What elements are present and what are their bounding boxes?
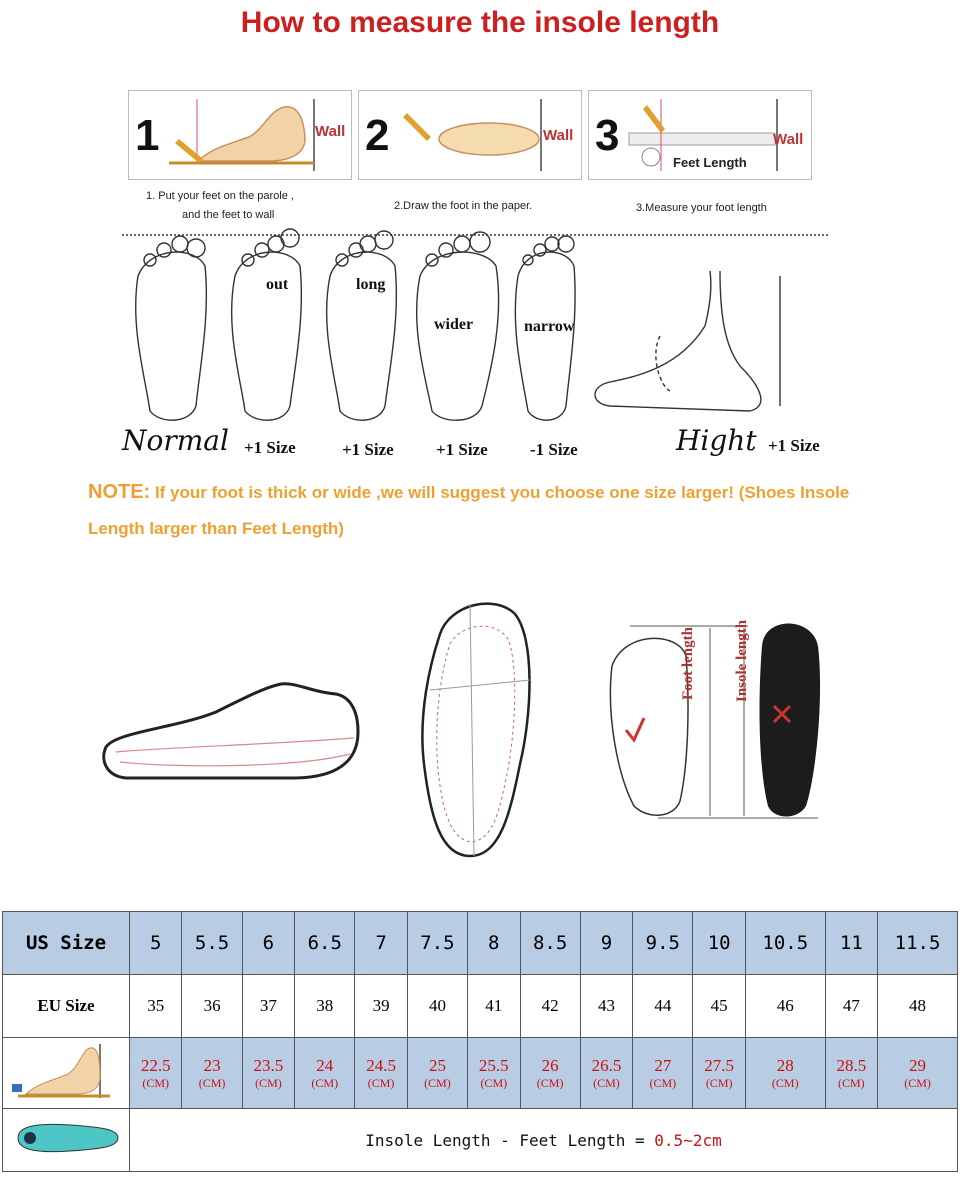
us-size-cell: 7 [355, 912, 407, 975]
foot-narrow-label: narrow [524, 318, 575, 335]
cm-cell [242, 1038, 294, 1109]
eu-size-cell: 44 [633, 975, 693, 1038]
cm-unit: (CM) [593, 1076, 620, 1090]
cm-cell [520, 1038, 580, 1109]
size-adjust: +1 Size [768, 436, 820, 455]
step-1-number: 1 [135, 111, 160, 160]
cm-unit: (CM) [142, 1076, 170, 1090]
us-size-cell: 9 [580, 912, 632, 975]
cm-value: 28 [776, 1056, 794, 1075]
cm-cell [633, 1038, 693, 1109]
eu-size-cell: 45 [693, 975, 745, 1038]
cm-length-row [3, 1038, 958, 1109]
cm-cell [355, 1038, 407, 1109]
cm-value: 26.5 [591, 1056, 622, 1075]
cm-value: 23.5 [253, 1056, 284, 1075]
cm-cell [130, 1038, 182, 1109]
us-size-cell: 10 [693, 912, 745, 975]
cm-cell [580, 1038, 632, 1109]
cm-cell [878, 1038, 958, 1109]
foot-long-label: long [356, 276, 386, 293]
us-size-cell: 11.5 [878, 912, 958, 975]
insole-length-label: Insole length [734, 619, 750, 702]
cm-unit: (CM) [771, 1076, 799, 1090]
cm-cell [825, 1038, 877, 1109]
cm-unit: (CM) [480, 1076, 508, 1090]
cm-unit: (CM) [311, 1076, 339, 1090]
high-label: Hight [676, 424, 757, 457]
eu-size-cell: 36 [182, 975, 242, 1038]
cm-value: 27.5 [704, 1056, 735, 1075]
note-text [88, 474, 908, 547]
cm-value: 25.5 [478, 1056, 509, 1075]
cm-unit: (CM) [838, 1076, 865, 1090]
eu-size-cell: 35 [130, 975, 182, 1038]
cm-unit: (CM) [424, 1076, 451, 1090]
eu-size-cell: 47 [825, 975, 877, 1038]
eu-size-cell: 41 [468, 975, 520, 1038]
eu-size-cell: 39 [355, 975, 407, 1038]
size-table [2, 911, 958, 1172]
cm-value: 29 [909, 1056, 927, 1075]
shoe-illustration [96, 652, 376, 787]
step-2-box [358, 90, 582, 180]
formula-cell [130, 1109, 958, 1172]
eu-size-cell: 40 [407, 975, 467, 1038]
us-size-cell: 5.5 [182, 912, 242, 975]
cm-value: 24.5 [366, 1056, 396, 1075]
insole-icon [10, 1113, 122, 1163]
eu-size-cell: 37 [242, 975, 294, 1038]
cm-unit: (CM) [904, 1076, 931, 1090]
eu-size-row [3, 975, 958, 1038]
us-size-cell: 8 [468, 912, 520, 975]
cm-value: 28.5 [836, 1056, 867, 1075]
cm-value: 27 [654, 1056, 672, 1075]
us-size-cell: 6 [242, 912, 294, 975]
formula-row [3, 1109, 958, 1172]
cm-unit: (CM) [705, 1076, 733, 1090]
normal-label: Normal [122, 424, 229, 457]
step-3-caption: 3.Measure your foot length [636, 202, 767, 214]
wall-label: Wall [315, 123, 346, 140]
step-2-number: 2 [365, 111, 390, 160]
cm-cell [182, 1038, 242, 1109]
size-adjust: -1 Size [530, 440, 578, 459]
note-body: If your foot is thick or wide ,we will suggest you choose one size larger! (Shoes Insole Length larger than Feet Length) [88, 483, 850, 538]
us-size-cell: 11 [825, 912, 877, 975]
step-3-number: 3 [595, 111, 620, 160]
us-size-cell: 8.5 [520, 912, 580, 975]
foot-wider-label: wider [434, 316, 474, 333]
cm-value: 22.5 [140, 1056, 171, 1075]
eu-size-cell: 43 [580, 975, 632, 1038]
foot-length-icon [10, 1040, 122, 1102]
foot-out-label: out [266, 276, 289, 293]
cm-cell [407, 1038, 467, 1109]
foot-side-illustration [169, 99, 319, 171]
cm-unit: (CM) [649, 1076, 677, 1090]
eu-size-header: EU Size [3, 975, 130, 1038]
eu-size-cell: 48 [878, 975, 958, 1038]
us-size-cell: 9.5 [633, 912, 693, 975]
cm-value: 23 [203, 1056, 221, 1075]
us-size-cell: 6.5 [295, 912, 355, 975]
foot-types-illustration [120, 226, 840, 426]
note-head: NOTE: [88, 481, 151, 503]
cm-value: 26 [541, 1056, 559, 1075]
step-2-caption: 2.Draw the foot in the paper. [394, 200, 533, 212]
size-adjust: +1 Size [436, 440, 488, 459]
formula-value: 0.5~2cm [654, 1130, 722, 1150]
us-size-row [3, 912, 958, 975]
us-size-header: US Size [3, 912, 130, 975]
cm-cell [745, 1038, 825, 1109]
step-1-caption: 1. Put your feet on the parole , [146, 190, 294, 202]
us-size-cell: 10.5 [745, 912, 825, 975]
cm-unit: (CM) [198, 1076, 226, 1090]
cm-unit: (CM) [367, 1076, 395, 1090]
cm-cell [295, 1038, 355, 1109]
foot-top-illustration [401, 99, 551, 171]
cm-value: 24 [316, 1056, 334, 1075]
wall-label: Wall [773, 131, 804, 148]
wall-label: Wall [543, 127, 574, 144]
cm-cell [693, 1038, 745, 1109]
size-adjust: +1 Size [342, 440, 394, 459]
foot-vs-insole-illustration [578, 606, 828, 846]
cm-unit: (CM) [536, 1076, 564, 1090]
step-1-caption-2: and the feet to wall [182, 209, 275, 221]
foot-length-icon-cell [3, 1038, 130, 1109]
us-size-cell: 5 [130, 912, 182, 975]
insole-illustration [410, 594, 540, 860]
formula-text: Insole Length - Feet Length = [365, 1130, 645, 1150]
feet-length-label: Feet Length [673, 155, 747, 170]
cm-value: 25 [428, 1056, 446, 1075]
foot-length-label: Foot length [680, 627, 696, 700]
insole-icon-cell [3, 1109, 130, 1172]
cm-unit: (CM) [255, 1076, 282, 1090]
step-1-box [128, 90, 352, 180]
eu-size-cell: 46 [745, 975, 825, 1038]
eu-size-cell: 38 [295, 975, 355, 1038]
size-adjust: +1 Size [244, 438, 296, 457]
eu-size-cell: 42 [520, 975, 580, 1038]
cm-cell [468, 1038, 520, 1109]
step-3-box [588, 90, 812, 180]
us-size-cell: 7.5 [407, 912, 467, 975]
page-title: How to measure the insole length [240, 6, 720, 39]
